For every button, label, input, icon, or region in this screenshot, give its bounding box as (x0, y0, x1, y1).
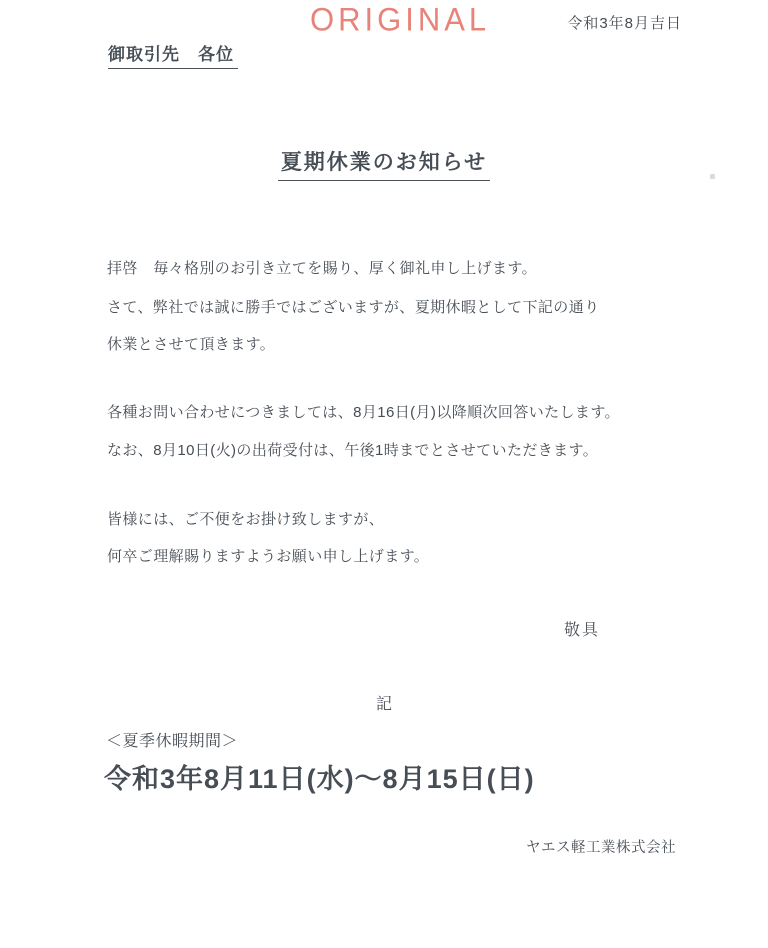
body-apology-line-2: 何卒ご理解賜りますようお願い申し上げます。 (107, 548, 430, 565)
document-title-row (0, 146, 768, 181)
body-shipping-deadline-line: なお、8月10日(火)の出荷受付は、午後1時までとさせていただきます。 (107, 442, 599, 459)
body-announcement-line-1: さて、弊社では誠に勝手ではございますが、夏期休暇として下記の通り (107, 299, 600, 316)
notation-marker-ki: 記 (375, 696, 393, 713)
issue-date: 令和3年8月吉日 (567, 15, 682, 32)
holiday-period-dates: 令和3年8月11日(水)～8月15日(日) (104, 764, 535, 794)
original-stamp: ORIGINAL (310, 1, 491, 38)
body-greeting-line: 拝啓 毎々格別のお引き立てを賜り、厚く御礼申し上げます。 (107, 260, 538, 277)
body-inquiry-response-line: 各種お問い合わせにつきましては、8月16日(月)以降順次回答いたします。 (107, 404, 620, 421)
recipient-line: 御取引先 各位 (108, 40, 238, 69)
document-title: 夏期休業のお知らせ (278, 146, 490, 181)
closing-keigu: 敬具 (564, 622, 601, 639)
company-name: ヤエス軽工業株式会社 (526, 840, 676, 856)
holiday-period-label: ＜夏季休暇期間＞ (106, 733, 239, 750)
scan-artifact-speck (710, 174, 715, 179)
body-apology-line-1: 皆様には、ご不便をお掛け致しますが、 (107, 511, 385, 528)
body-announcement-line-2: 休業とさせて頂きます。 (107, 336, 276, 353)
